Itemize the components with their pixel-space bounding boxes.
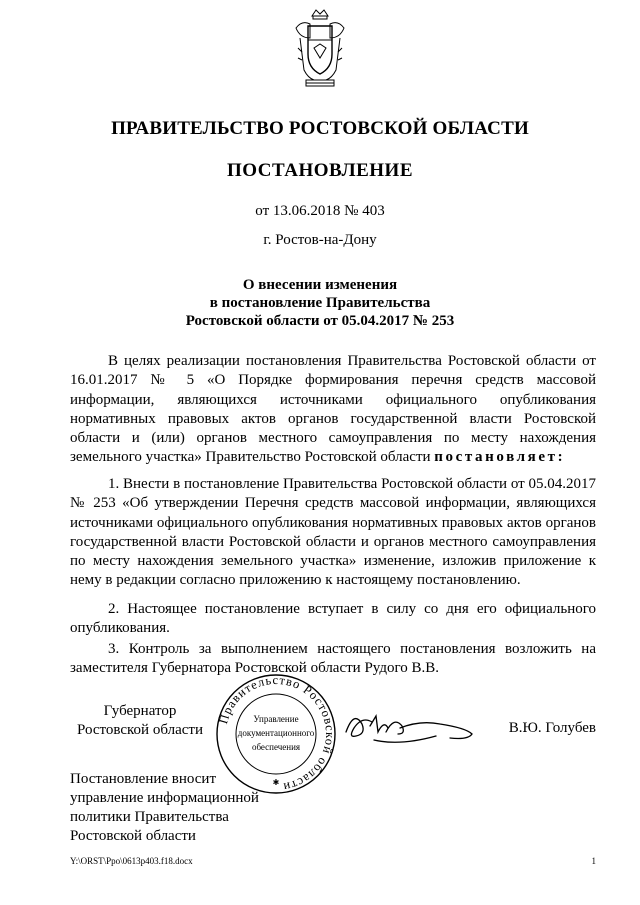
signatory-title-line: Губернатор bbox=[103, 703, 177, 719]
preamble-paragraph bbox=[70, 352, 596, 468]
document-city: г. Ростов-на-Дону bbox=[263, 232, 377, 248]
signatory-name: В.Ю. Голубев bbox=[508, 720, 596, 736]
submitted-by-note bbox=[70, 770, 290, 846]
submitted-by-line: Постановление вносит bbox=[70, 771, 217, 787]
seal-inner-text: обеспечения bbox=[251, 742, 301, 752]
handwritten-signature bbox=[340, 702, 480, 754]
file-path: Y:\ORST\Ppo\0613p403.f18.docx bbox=[70, 856, 193, 866]
document-date-number: от 13.06.2018 № 403 bbox=[255, 203, 385, 219]
page-number: 1 bbox=[591, 856, 596, 866]
decree-word: постановляет: bbox=[434, 449, 566, 466]
seal-ring-text: Правительство Ростовской области bbox=[216, 672, 338, 795]
submitted-by-line: политики Правительства bbox=[70, 809, 229, 825]
organization-title: ПРАВИТЕЛЬСТВО РОСТОВСКОЙ ОБЛАСТИ bbox=[111, 118, 529, 139]
submitted-by-line: управление информационной bbox=[70, 790, 259, 806]
coat-of-arms-icon bbox=[292, 8, 348, 90]
subject-line: О внесении изменения bbox=[242, 277, 398, 293]
item-paragraph: 1. Внести в постановление Правительства Ростовской области от 05.04.2017 № 253 «Об утверждении Перечня средств массовой информации, являющихся источниками официального опубликования нормативных правовых актов органов государственной власти Ростовской области и органов местного самоуправления по месту нахождения земельного участка» изменение, изложив приложение к нему в редакции согласно приложению к настоящему постановлению. bbox=[70, 476, 596, 589]
item-paragraph: 3. Контроль за выполнением настоящего постановления возложить на заместителя Губернатора Ростовской области Рудого В.В. bbox=[70, 641, 596, 677]
submitted-by-line: Ростовской области bbox=[70, 828, 196, 844]
signatory-title bbox=[70, 702, 210, 740]
seal-inner-text: Управление bbox=[253, 714, 299, 724]
document-subject bbox=[0, 276, 640, 330]
subject-line: Ростовской области от 05.04.2017 № 253 bbox=[185, 313, 455, 329]
signatory-title-line: Ростовской области bbox=[77, 722, 203, 738]
item-paragraph: 2. Настоящее постановление вступает в силу со дня его официального опубликования. bbox=[70, 601, 596, 637]
preamble-text: В целях реализации постановления Правительства Ростовской области от 16.01.2017 № 5 «О Порядке формирования перечня средств массовой информации, являющихся источниками официального опубликования нормативных правовых актов органов государственной власти Ростовской области и (или) органов местного самоуправления по месту нахождения земельного участка» Правительство Ростовской области bbox=[70, 353, 596, 466]
seal-star-icon: ✱ bbox=[272, 778, 280, 787]
document-type: ПОСТАНОВЛЕНИЕ bbox=[226, 160, 414, 181]
subject-line: в постановление Правительства bbox=[209, 295, 431, 311]
seal-inner-text: документационного bbox=[237, 728, 315, 738]
